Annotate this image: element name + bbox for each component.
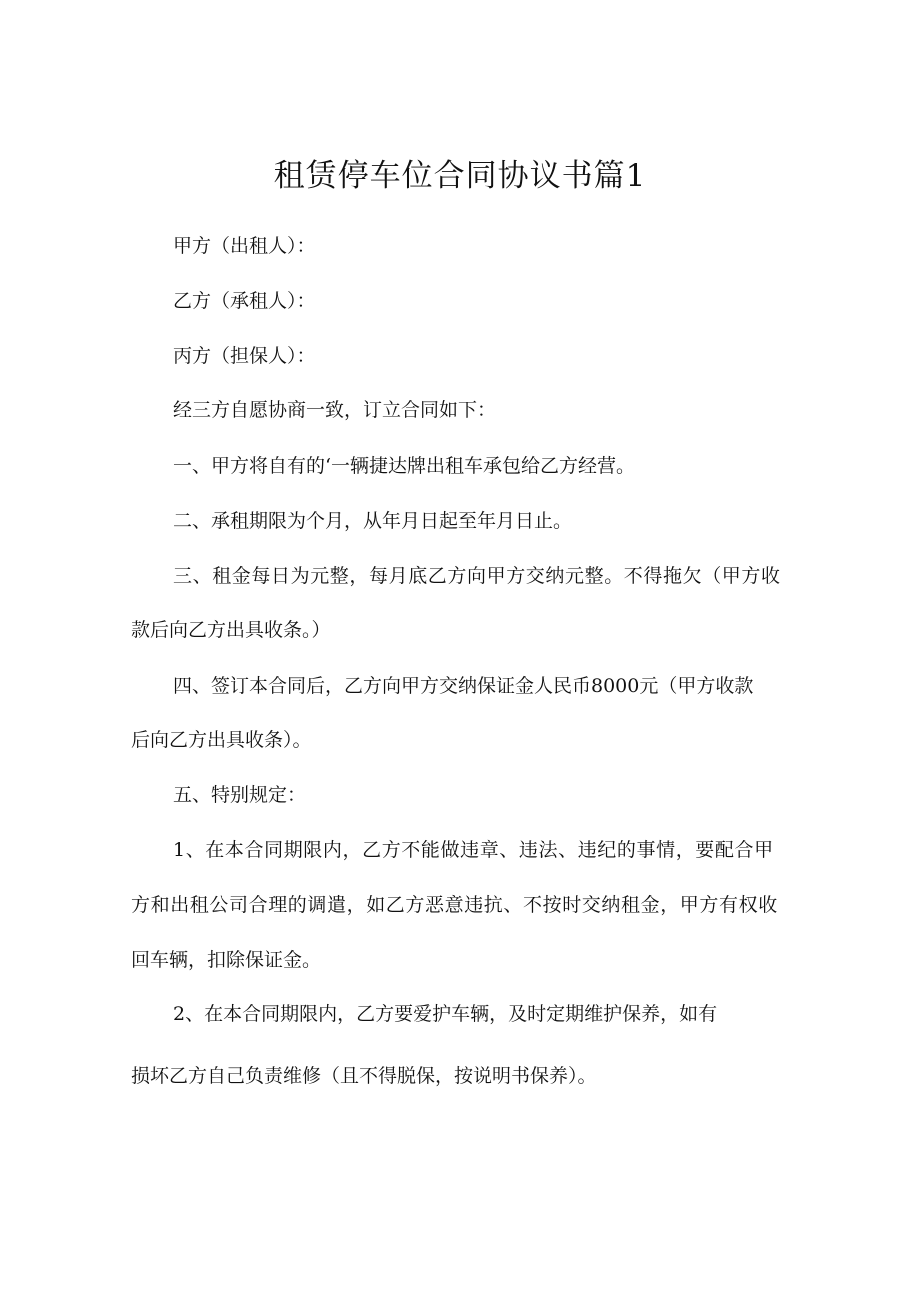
clause-3-line-1: 三、租金每日为元整，每月底乙方向甲方交纳元整。不得拖欠（甲方收 [173, 565, 781, 587]
clause-3-line-2: 款后向乙方出具收条。） [131, 619, 331, 641]
rule-1-line-3: 回车辆，扣除保证金。 [131, 949, 322, 971]
rule-2-line-1: 2、在本合同期限内，乙方要爱护车辆，及时定期维护保养，如有 [173, 1003, 718, 1025]
document-title: 租赁停车位合同协议书篇1 [273, 158, 647, 194]
rule-2-line-2: 损坏乙方自己负责维修（且不得脱保，按说明书保养）。 [131, 1065, 597, 1087]
clause-5-heading: 五、特别规定： [173, 784, 307, 806]
clause-2-line: 二、承租期限为个月，从年月日起至年月日止。 [173, 510, 573, 532]
rule-1-line-2: 方和出租公司合理的调遣，如乙方恶意违抗、不按时交纳租金，甲方有权收 [131, 894, 778, 916]
clause-4-line-2: 后向乙方出具收条）。 [131, 729, 312, 751]
party-a-line: 甲方（出租人）： [173, 235, 316, 257]
party-c-line: 丙方（担保人）： [173, 345, 316, 367]
clause-1-line: 一、甲方将自有的‘一辆捷达牌出租车承包给乙方经营。 [173, 455, 636, 477]
clause-4-line-1: 四、签订本合同后，乙方向甲方交纳保证金人民币8000元（甲方收款 [173, 675, 754, 697]
preamble-line: 经三方自愿协商一致，订立合同如下： [173, 399, 497, 421]
party-b-line: 乙方（承租人）： [173, 290, 316, 312]
rule-1-line-1: 1、在本合同期限内，乙方不能做违章、违法、违纪的事情，要配合甲 [173, 839, 774, 861]
